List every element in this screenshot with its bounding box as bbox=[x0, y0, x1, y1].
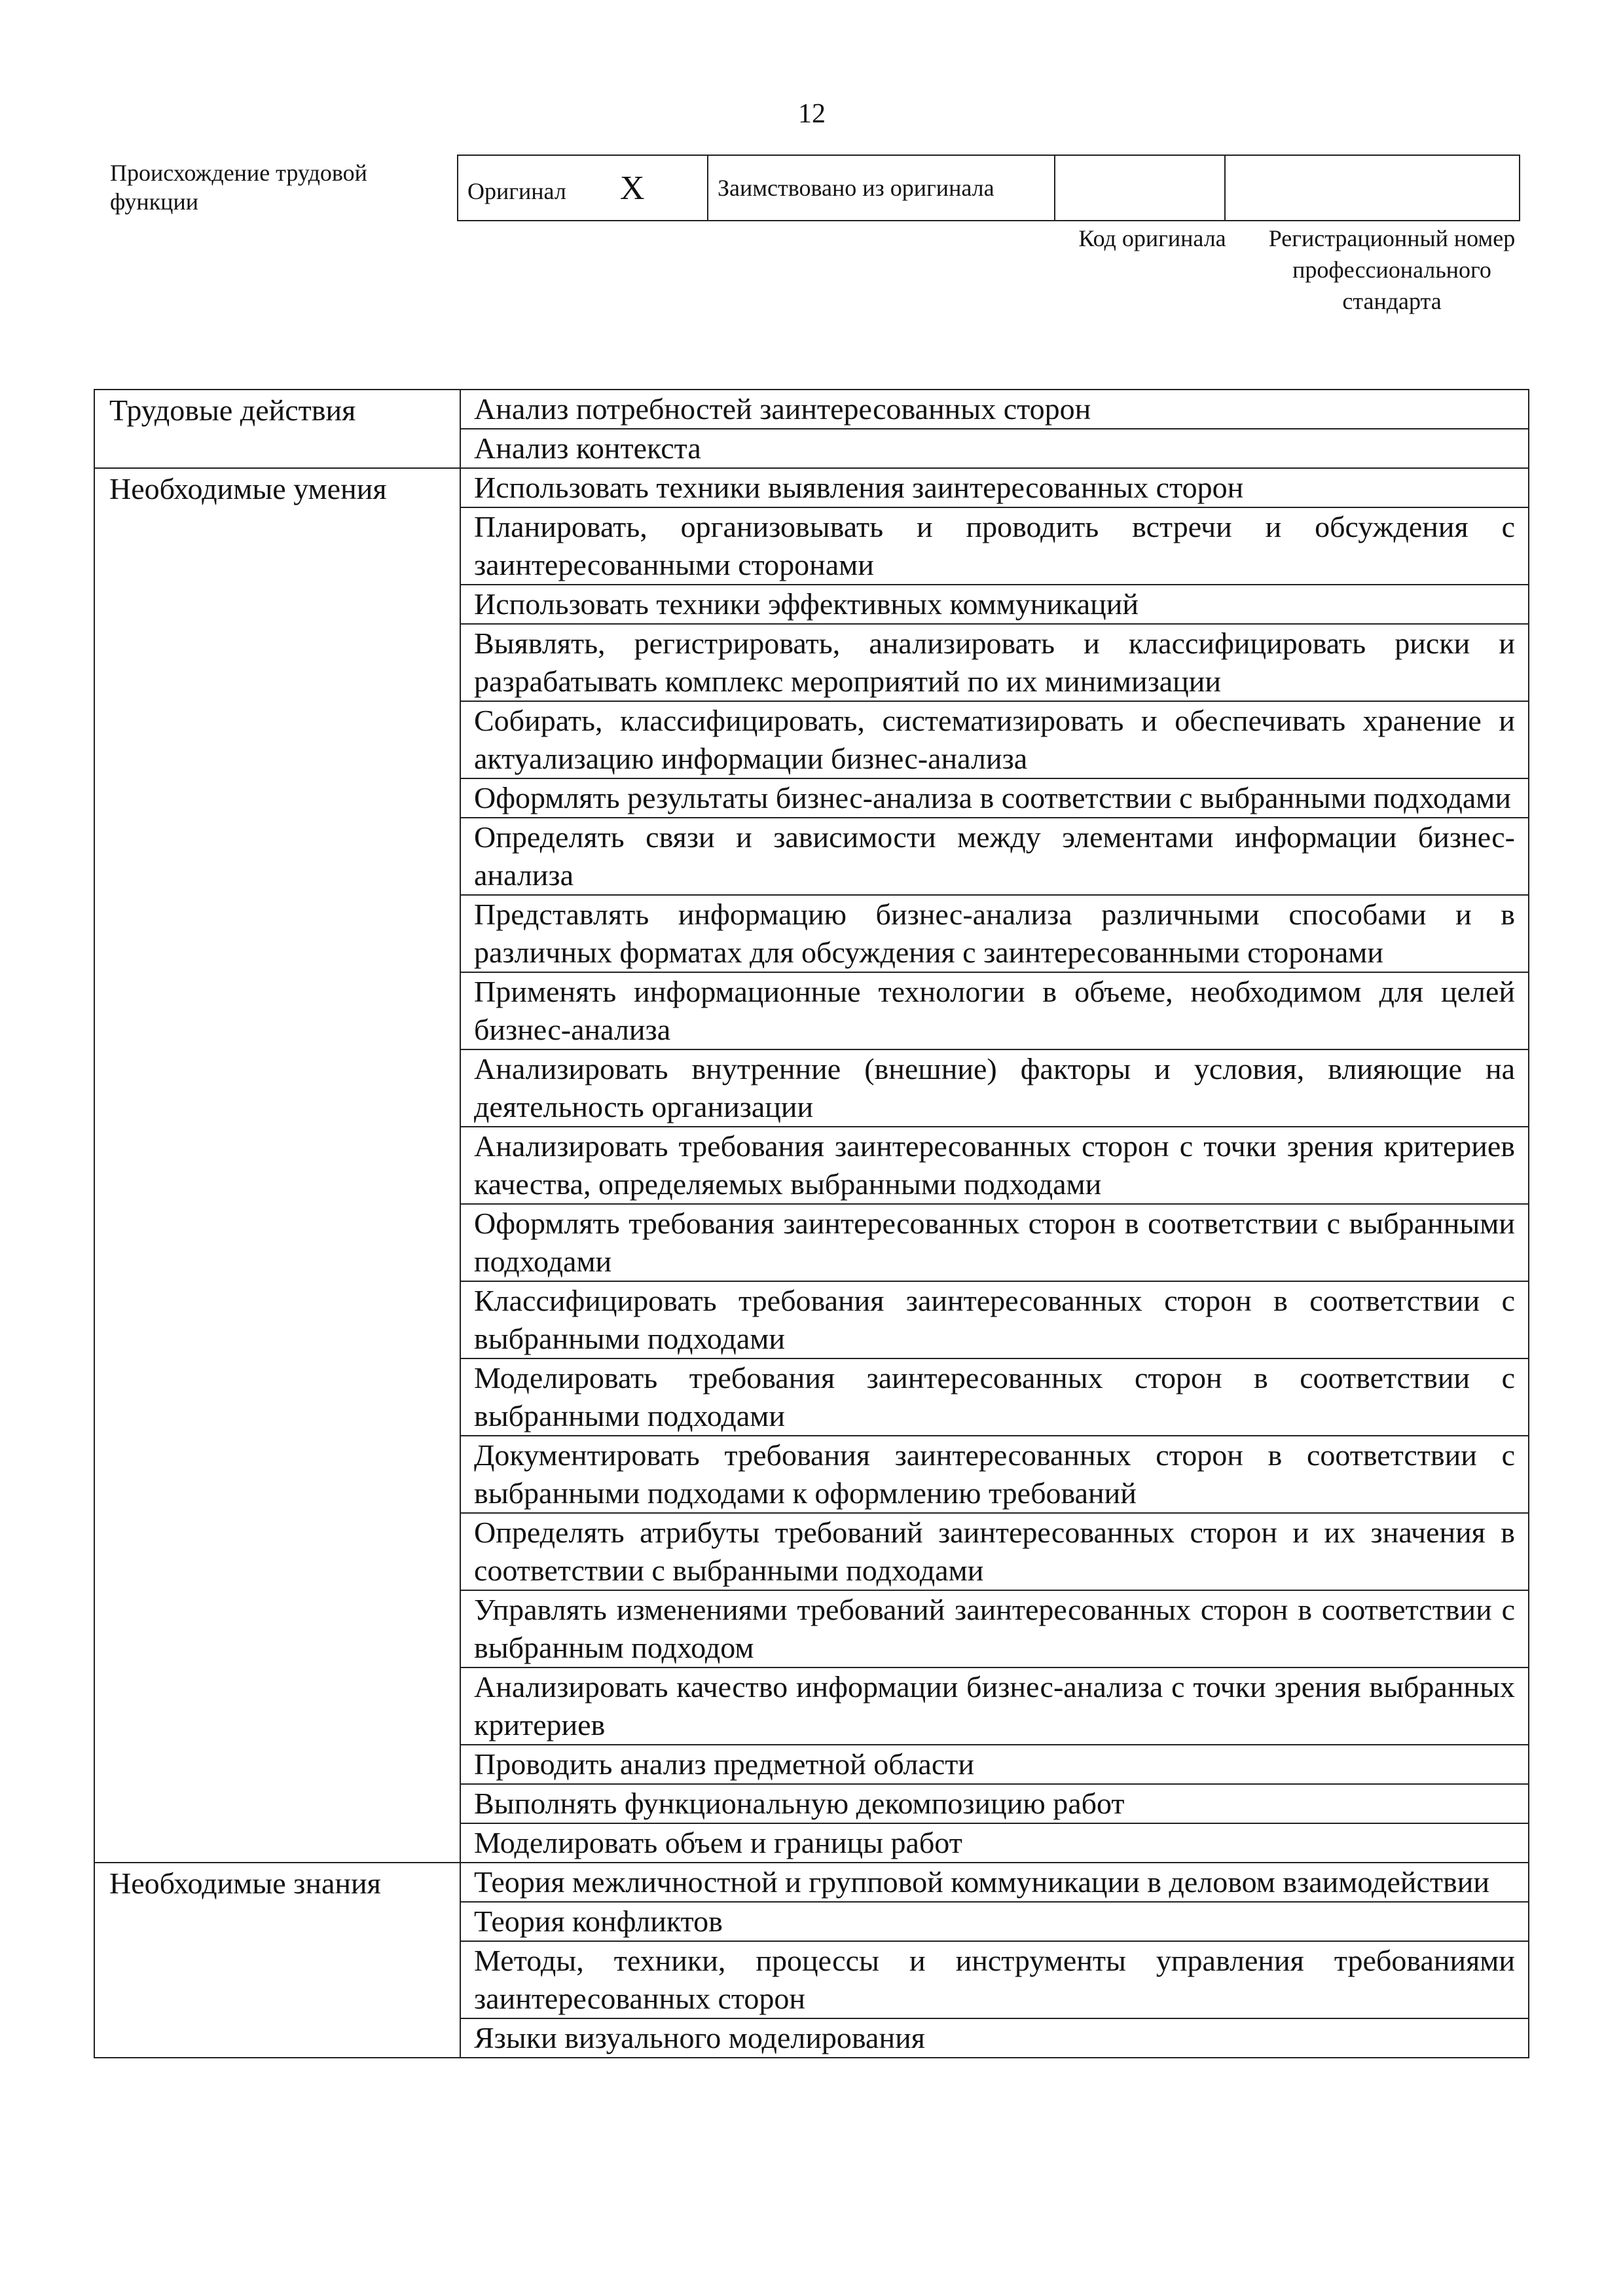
section-item: Теория межличностной и групповой коммуникации в деловом взаимодействии bbox=[460, 1863, 1529, 1902]
registration-number-cell bbox=[1225, 155, 1520, 221]
original-mark: X bbox=[619, 169, 645, 207]
section-item: Моделировать объем и границы работ bbox=[460, 1823, 1529, 1863]
section-title: Необходимые знания bbox=[94, 1863, 460, 2058]
section-item: Методы, техники, процессы и инструменты управления требованиями заинтересованных сторон bbox=[460, 1941, 1529, 2018]
section-item: Использовать техники выявления заинтересованных сторон bbox=[460, 468, 1529, 507]
section-item: Документировать требования заинтересованных сторон в соответствии с выбранными подходами к оформлению требований bbox=[460, 1436, 1529, 1513]
section-title: Необходимые умения bbox=[94, 468, 460, 1863]
section-item: Теория конфликтов bbox=[460, 1902, 1529, 1941]
section-item: Выполнять функциональную декомпозицию работ bbox=[460, 1784, 1529, 1823]
section-item: Классифицировать требования заинтересованных сторон в соответствии с выбранными подходами bbox=[460, 1281, 1529, 1358]
section-item: Моделировать требования заинтересованных сторон в соответствии с выбранными подходами bbox=[460, 1358, 1529, 1436]
page-number: 12 bbox=[798, 99, 826, 129]
section-item: Оформлять результаты бизнес-анализа в соответствии с выбранными подходами bbox=[460, 778, 1529, 818]
section-item: Определять связи и зависимости между элементами информации бизнес-анализа bbox=[460, 818, 1529, 895]
section-item: Определять атрибуты требований заинтересованных сторон и их значения в соответствии с выбранными подходами bbox=[460, 1513, 1529, 1590]
original-label: Оригинал bbox=[467, 177, 566, 204]
table-row bbox=[94, 1863, 1529, 1902]
section-item: Управлять изменениями требований заинтересованных сторон в соответствии с выбранным подходом bbox=[460, 1590, 1529, 1667]
section-item: Использовать техники эффективных коммуникаций bbox=[460, 585, 1529, 624]
section-item: Собирать, классифицировать, систематизировать и обеспечивать хранение и актуализацию информации бизнес-анализа bbox=[460, 701, 1529, 778]
origin-table bbox=[457, 155, 1520, 221]
table-row bbox=[94, 390, 1529, 429]
section-item: Выявлять, регистрировать, анализировать и классифицировать риски и разрабатывать комплекс мероприятий по их минимизации bbox=[460, 624, 1529, 701]
original-code-caption: Код оригинала bbox=[1078, 225, 1226, 251]
section-item: Анализировать внутренние (внешние) факторы и условия, влияющие на деятельность организации bbox=[460, 1049, 1529, 1127]
section-title: Трудовые действия bbox=[94, 390, 460, 468]
original-cell bbox=[458, 155, 708, 221]
section-item: Проводить анализ предметной области bbox=[460, 1745, 1529, 1784]
section-item: Языки визуального моделирования bbox=[460, 2018, 1529, 2058]
section-item: Оформлять требования заинтересованных сторон в соответствии с выбранными подходами bbox=[460, 1204, 1529, 1281]
section-item: Анализировать качество информации бизнес-анализа с точки зрения выбранных критериев bbox=[460, 1667, 1529, 1745]
section-item: Представлять информацию бизнес-анализа различными способами и в различных форматах для обсуждения с заинтересованными сторонами bbox=[460, 895, 1529, 972]
origin-label: Происхождение трудовой функции bbox=[110, 160, 367, 215]
labor-function-table bbox=[94, 389, 1529, 2058]
table-row bbox=[94, 468, 1529, 507]
section-item: Планировать, организовывать и проводить встречи и обсуждения с заинтересованными сторонами bbox=[460, 507, 1529, 585]
section-item: Анализировать требования заинтересованных сторон с точки зрения критериев качества, определяемых выбранными подходами bbox=[460, 1127, 1529, 1204]
section-item: Применять информационные технологии в объеме, необходимом для целей бизнес-анализа bbox=[460, 972, 1529, 1049]
section-item: Анализ потребностей заинтересованных сторон bbox=[460, 390, 1529, 429]
original-code-cell bbox=[1055, 155, 1225, 221]
registration-number-caption: Регистрационный номер профессионального стандарта bbox=[1268, 225, 1516, 314]
borrowed-cell: Заимствовано из оригинала bbox=[708, 155, 1055, 221]
section-item: Анализ контекста bbox=[460, 429, 1529, 468]
